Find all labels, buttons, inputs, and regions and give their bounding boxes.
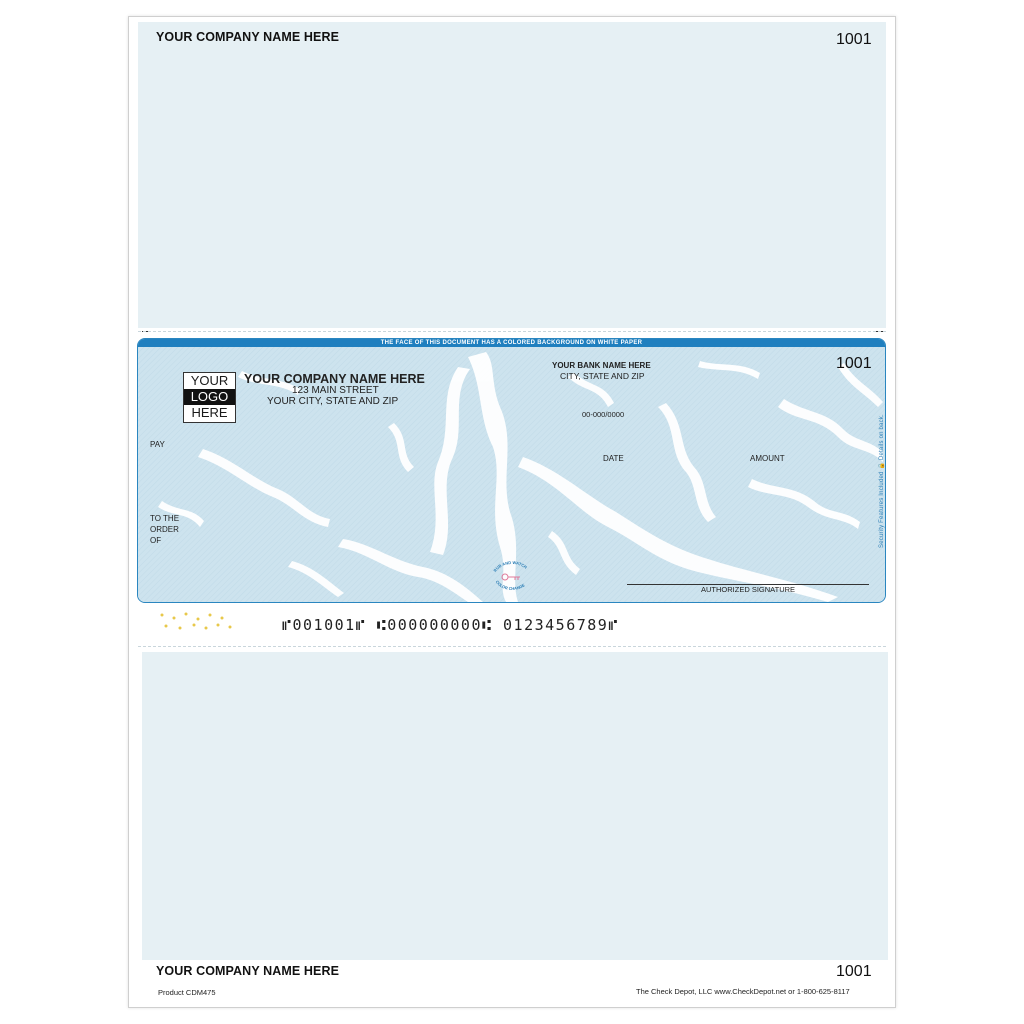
order-label-line3: OF: [150, 536, 162, 545]
perforation-line: [138, 331, 886, 332]
product-code: Product CDM475: [158, 988, 216, 997]
perforation-line: [138, 646, 886, 647]
heat-seal-icon: [490, 560, 534, 592]
top-stub: [138, 22, 886, 328]
order-label-line2: ORDER: [150, 525, 179, 534]
bank-city: CITY, STATE AND ZIP: [560, 371, 645, 381]
foil-hologram: [156, 610, 236, 632]
payer-company-name: YOUR COMPANY NAME HERE: [244, 372, 425, 386]
amount-label: AMOUNT: [750, 454, 785, 463]
signature-label: AUTHORIZED SIGNATURE: [701, 585, 796, 594]
routing-fraction: 00-000/0000: [582, 410, 625, 419]
bottom-stub-check-number: 1001: [836, 963, 872, 980]
top-stub-company: YOUR COMPANY NAME HERE: [156, 30, 340, 44]
date-label: DATE: [603, 454, 624, 463]
micr-line: ⑈001001⑈ ⑆000000000⑆ 0123456789⑈: [282, 616, 619, 634]
vendor-info: The Check Depot, LLC www.CheckDepot.net or 1-800-625-8117: [636, 987, 850, 996]
logo-line: HERE: [191, 405, 228, 420]
bank-name: YOUR BANK NAME HERE: [552, 361, 651, 370]
pay-label: PAY: [150, 440, 165, 449]
bottom-stub: [142, 652, 888, 960]
seal-top-text: RUB AND WATCH: [492, 560, 529, 573]
seal-bottom-text: COLOR CHANGE: [494, 579, 526, 592]
check-number: 1001: [836, 355, 872, 372]
payer-address-line1: 123 MAIN STREET: [292, 385, 379, 396]
security-banner: THE FACE OF THIS DOCUMENT HAS A COLORED BACKGROUND ON WHITE PAPER: [138, 339, 885, 347]
order-label-line1: TO THE: [150, 514, 180, 523]
logo-line: YOUR: [190, 373, 229, 388]
bottom-stub-company: YOUR COMPANY NAME HERE: [156, 964, 340, 978]
svg-text:RUB AND WATCH: [492, 560, 528, 573]
security-features-note: Security Features Included 🔒 Details on back.: [879, 414, 885, 548]
payer-address-line2: YOUR CITY, STATE AND ZIP: [267, 396, 399, 407]
logo-line: LOGO: [184, 389, 235, 405]
top-stub-check-number: 1001: [836, 31, 872, 48]
svg-text:COLOR CHANGE: [495, 579, 526, 591]
logo-placeholder: [183, 372, 236, 423]
